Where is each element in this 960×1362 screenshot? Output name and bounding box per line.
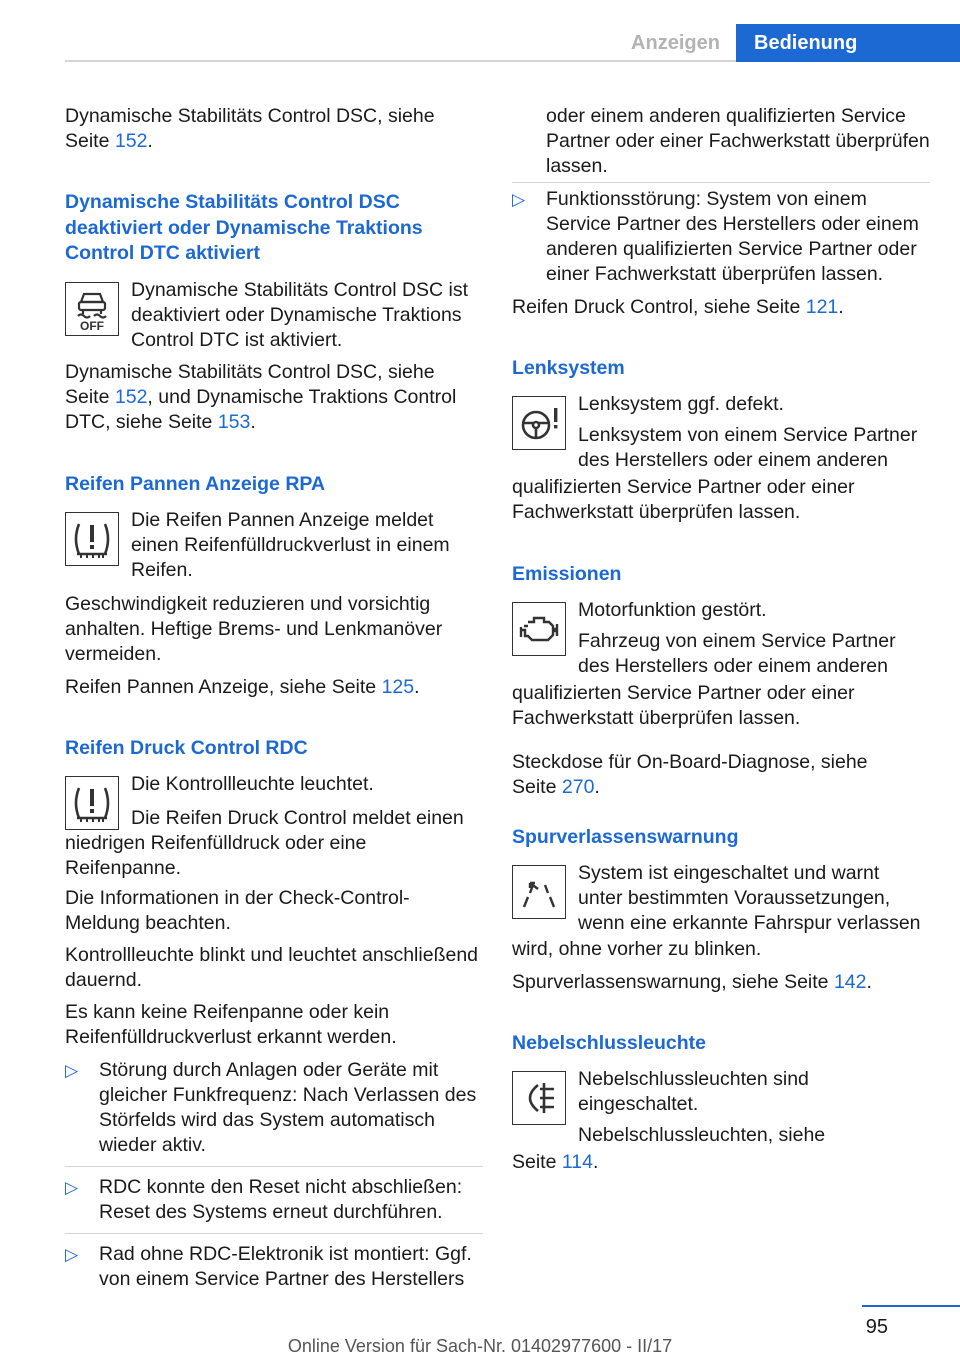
dsc-off-icon — [65, 282, 119, 336]
emis-text-1: Motorfunktion gestört. — [578, 599, 767, 621]
fault-bullet-list — [512, 187, 930, 295]
spur-text-2: wird, ohne vorher zu blinken. — [512, 938, 762, 960]
rdc-lamp-text: Die Kontrollleuchte leuchtet. — [131, 773, 374, 795]
emis-text-3: qualifizierten Service Partner oder einer Fachwerkstatt überprüfen lassen. — [512, 682, 855, 729]
lenk-text-1: Lenksystem ggf. defekt. — [578, 393, 784, 415]
nebel-warning — [512, 1067, 930, 1154]
bullet-continuation: oder einem anderen qualifizierten Service Partner oder einer Fachwerkstatt überprüfen lassen. — [546, 105, 930, 177]
page-link-142[interactable]: 142 — [833, 971, 867, 993]
dsc-warning — [65, 278, 483, 359]
nebel-text-1: Nebelschlussleuchten sind eingeschaltet. — [578, 1068, 809, 1115]
rdc-advice-3: Es kann keine Reifenpanne oder kein Reifenfülldruckverlust erkannt werden. — [65, 1001, 397, 1048]
rear-fog-light-icon — [512, 1071, 566, 1125]
heading-emis: Emissionen — [512, 563, 622, 585]
heading-lenk: Lenksystem — [512, 357, 625, 379]
spur-ref: Spurverlassenswarnung, siehe Seite 142. — [512, 971, 872, 993]
svg-text:OFF: OFF — [80, 319, 104, 332]
nebel-ref: Seite 114. — [512, 1151, 599, 1173]
page-link-270[interactable]: 270 — [561, 776, 595, 798]
rdc-bullet-list — [65, 1058, 483, 1300]
lenk-warning — [512, 392, 930, 479]
heading-dsc: Dynamische Stabilitäts Control DSC deaktiviert oder Dynamische Traktions Control DTC aktiviert — [65, 191, 423, 264]
rpa-text: Die Reifen Pannen Anzeige meldet einen Reifenfülldruckverlust in einem Reifen. — [131, 509, 450, 581]
page-link-114[interactable]: 114 — [561, 1151, 593, 1173]
footer-text: Online Version für Sach-Nr. 01402977600 - II/17 — [287, 1336, 673, 1356]
rdc-advice-1: Die Informationen in der Check-Control-Meldung beachten. — [65, 887, 410, 934]
lenk-text-2: Lenksystem von einem Service Partner des Herstellers oder einem anderen — [578, 424, 918, 471]
lane-departure-icon — [512, 865, 566, 919]
emis-text-2: Fahrzeug von einem Service Partner des Herstellers oder einem anderen — [578, 630, 896, 677]
dsc-ref: Dynamische Stabilitäts Control DSC, siehe Seite 152. — [65, 105, 435, 152]
page-link-152[interactable]: 152 — [114, 130, 148, 152]
obd-ref: Steckdose für On-Board-Diagnose, siehe Seite 270. — [512, 751, 868, 798]
page-link-121[interactable]: 121 — [805, 296, 839, 318]
engine-check-icon — [512, 602, 566, 656]
rpa-ref: Reifen Pannen Anzeige, siehe Seite 125. — [65, 676, 420, 698]
rpa-advice: Geschwindigkeit reduzieren und vorsichtig anhalten. Heftige Brems- und Lenkmanöver vermeiden. — [65, 593, 443, 665]
list-item: ▷ Funktionsstörung: System von einem Service Partner des Herstellers oder einem anderen qualifizierten Service Partner oder einer Fachwerkstatt überprüfen lassen. — [512, 188, 919, 285]
tab-anzeigen[interactable]: Anzeigen — [631, 31, 720, 54]
divider — [512, 182, 930, 183]
heading-rdc: Reifen Druck Control RDC — [65, 737, 308, 759]
list-item: ▷ Störung durch Anlagen oder Geräte mit gleicher Funkfrequenz: Nach Verlassen des Störfelds wird das System automatisch wieder aktiv. — [65, 1058, 483, 1167]
tire-pressure-warning-icon — [65, 512, 119, 566]
heading-rpa: Reifen Pannen Anzeige RPA — [65, 473, 326, 495]
list-item: ▷ Rad ohne RDC-Elektronik ist montiert: Ggf. von einem Service Partner des Herstellers — [65, 1243, 472, 1290]
page-link-152b[interactable]: 152 — [114, 386, 148, 408]
heading-nebel: Nebelschlussleuchte — [512, 1032, 706, 1054]
spur-text-1: System ist eingeschaltet und warnt unter bestimmten Voraussetzungen, wenn eine erkannte Fahrspur verlassen — [578, 862, 921, 934]
nebel-text-2: Nebelschlussleuchten, siehe — [578, 1124, 826, 1146]
steering-warning-icon — [512, 396, 566, 450]
rdc-advice-2: Kontrollleuchte blinkt und leuchtet anschließend dauernd. — [65, 944, 479, 991]
spur-warning — [512, 861, 930, 942]
rdc-ref: Reifen Druck Control, siehe Seite 121. — [512, 296, 844, 318]
dsc-text: Dynamische Stabilitäts Control DSC ist deaktiviert oder Dynamische Traktions Control DTC ist aktiviert. — [131, 279, 469, 351]
dsc-dtc-ref: Dynamische Stabilitäts Control DSC, siehe Seite 152, und Dynamische Traktions Control DTC, siehe Seite 153. — [65, 361, 457, 433]
list-item: ▷ RDC konnte den Reset nicht abschließen: Reset des Systems erneut durchführen. — [65, 1175, 483, 1234]
rdc-text: Die Reifen Druck Control meldet einen niedrigen Reifenfülldruck oder eine Reifenpanne. — [65, 807, 464, 879]
page-link-153[interactable]: 153 — [217, 411, 251, 433]
rpa-warning — [65, 508, 483, 589]
emis-warning — [512, 598, 930, 685]
footer-rule — [862, 1305, 960, 1307]
lenk-text-3: qualifizierten Service Partner oder einer Fachwerkstatt überprüfen lassen. — [512, 476, 855, 523]
heading-spur: Spurverlassenswarnung — [512, 826, 739, 848]
page-number: 95 — [865, 1316, 888, 1338]
tab-bedienung[interactable]: Bedienung — [736, 24, 960, 62]
page-link-125[interactable]: 125 — [381, 676, 415, 698]
